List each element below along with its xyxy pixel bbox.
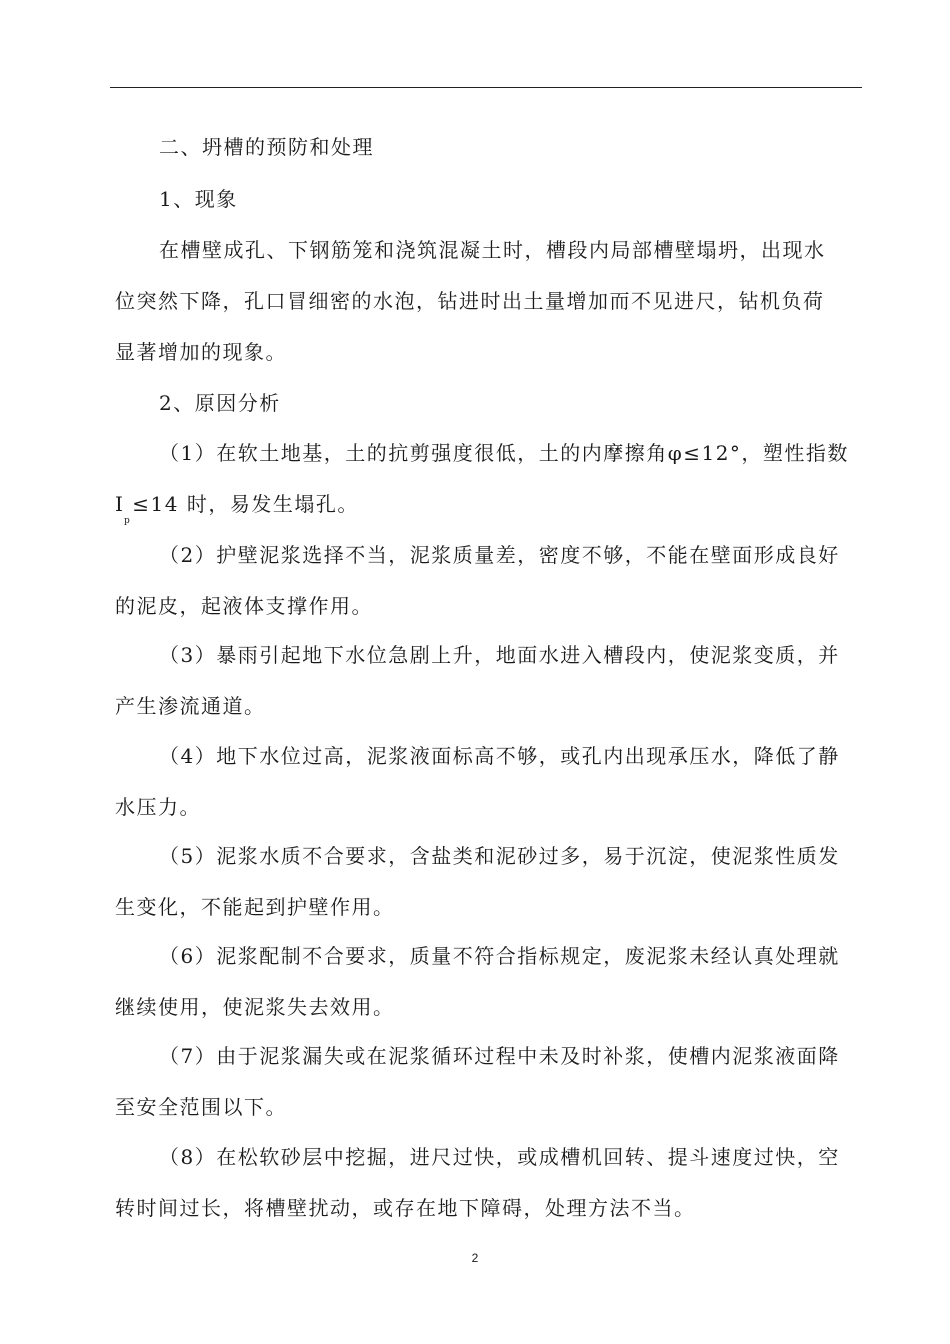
cause1-line-1: （1）在软土地基，土的抗剪强度很低，土的内摩擦角φ≤12°，塑性指数 (159, 441, 849, 465)
cause6-line-2: 继续使用，使泥浆失去效用。 (115, 995, 395, 1019)
cause7-line-2: 至安全范围以下。 (115, 1095, 287, 1119)
section1-line-2: 位突然下降，孔口冒细密的水泡，钻进时出土量增加而不见进尺，钻机负荷 (115, 289, 825, 313)
header-rule (110, 87, 862, 88)
page-number: 2 (471, 1251, 479, 1265)
section-heading: 二、坍槽的预防和处理 (159, 135, 374, 159)
cause4-line-2: 水压力。 (115, 795, 201, 819)
cause4-line-1: （4）地下水位过高，泥浆液面标高不够，或孔内出现承压水，降低了静 (159, 744, 840, 768)
cause6-line-1: （6）泥浆配制不合要求，质量不符合指标规定，废泥浆未经认真处理就 (159, 944, 840, 968)
cause2-line-2: 的泥皮，起液体支撑作用。 (115, 594, 373, 618)
cause3-line-2: 产生渗流通道。 (115, 694, 266, 718)
section2-title: 2、原因分析 (159, 391, 281, 415)
cause7-line-1: （7）由于泥浆漏失或在泥浆循环过程中未及时补浆，使槽内泥浆液面降 (159, 1044, 840, 1068)
cause1-line-2: I ≤14 时，易发生塌孔。 (115, 492, 359, 516)
cause5-line-2: 生变化，不能起到护壁作用。 (115, 895, 395, 919)
section1-title: 1、现象 (159, 187, 238, 211)
section1-line-3: 显著增加的现象。 (115, 340, 287, 364)
cause8-line-2: 转时间过长，将槽壁扰动，或存在地下障碍，处理方法不当。 (115, 1196, 696, 1220)
cause3-line-1: （3）暴雨引起地下水位急剧上升，地面水进入槽段内，使泥浆变质，并 (159, 643, 840, 667)
cause8-line-1: （8）在松软砂层中挖掘，进尺过快，或成槽机回转、提斗速度过快，空 (159, 1145, 840, 1169)
cause5-line-1: （5）泥浆水质不合要求，含盐类和泥砂过多，易于沉淀，使泥浆性质发 (159, 844, 840, 868)
section1-line-1: 在槽壁成孔、下钢筋笼和浇筑混凝土时，槽段内局部槽壁塌坍，出现水 (159, 238, 826, 262)
cause2-line-1: （2）护壁泥浆选择不当，泥浆质量差，密度不够，不能在壁面形成良好 (159, 543, 840, 567)
plasticity-subscript: p (124, 516, 130, 526)
